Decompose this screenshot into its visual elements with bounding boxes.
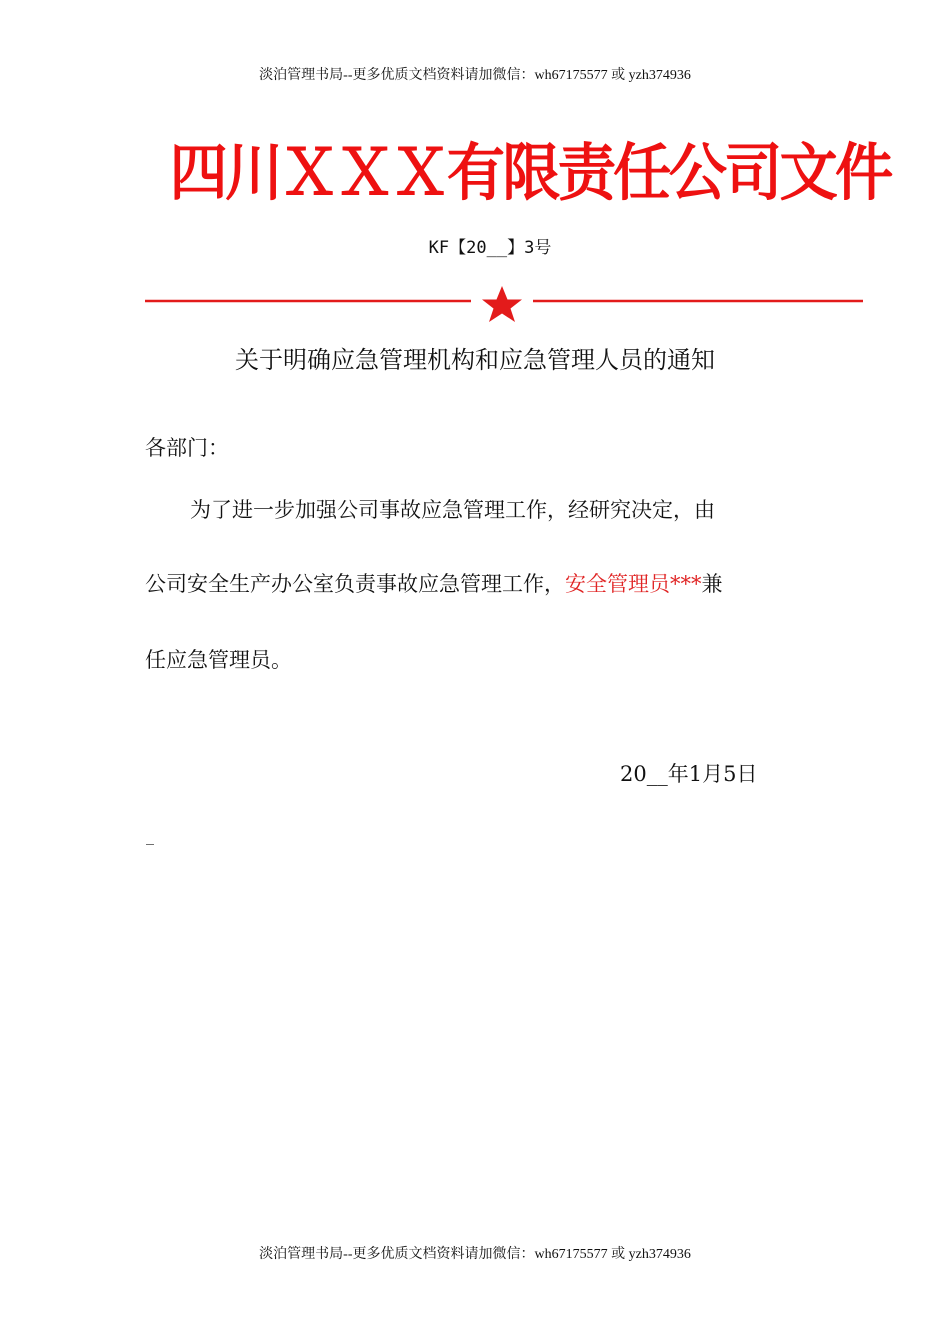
highlighted-safety-manager: 安全管理员*** xyxy=(565,572,702,596)
notice-title: 关于明确应急管理机构和应急管理人员的通知 xyxy=(235,346,715,374)
issue-date: 20__年1月5日 xyxy=(620,762,758,786)
body-paragraph-line-2 xyxy=(145,568,723,600)
footer-note: 淡泊管理书局--更多优质文档资料请加微信：wh67175577 或 yzh374936 xyxy=(259,1247,691,1262)
star-icon xyxy=(482,286,522,322)
header-note: 淡泊管理书局--更多优质文档资料请加微信：wh67175577 或 yzh374936 xyxy=(259,68,691,83)
body-text-segment: 公司安全生产办公室负责事故应急管理工作， xyxy=(145,572,565,596)
body-paragraph-line-3: 任应急管理员。 xyxy=(145,648,292,672)
salutation: 各部门： xyxy=(145,436,229,460)
stray-mark: _ xyxy=(146,826,154,845)
red-divider-with-star xyxy=(145,284,865,326)
document-red-header-title: 四川ＸＸＸ有限责任公司文件 xyxy=(169,136,891,209)
document-number: KF【20__】3号 xyxy=(428,238,552,258)
body-text-segment: 兼 xyxy=(701,572,723,596)
body-paragraph-line-1: 为了进一步加强公司事故应急管理工作，经研究决定，由 xyxy=(190,498,715,522)
